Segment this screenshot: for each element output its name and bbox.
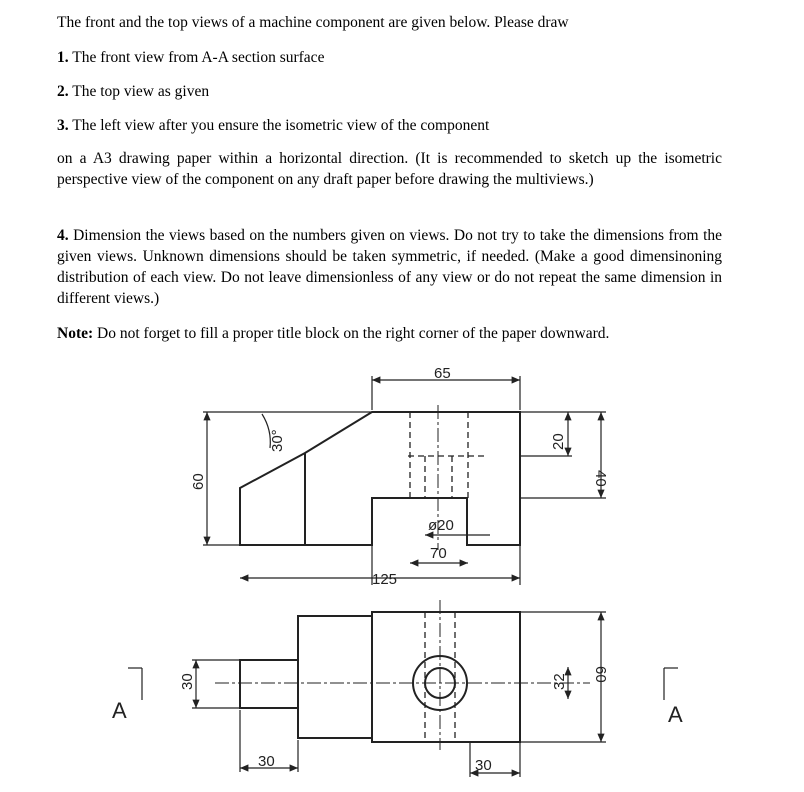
dim-slot-width: 70: [430, 545, 447, 562]
front-view-dim-labels: [190, 365, 609, 588]
front-view-dimensions: [203, 376, 606, 585]
top-view-outline: [240, 612, 520, 742]
dim-left-height: 60: [190, 473, 207, 490]
dim-left-width: 30: [258, 753, 275, 770]
dim-hole-dia: ø20: [428, 517, 454, 534]
note-body: Do not forget to fill a proper title block on the right corner of the paper downward.: [93, 325, 610, 342]
front-view: [240, 405, 520, 550]
top-view-dimensions: [128, 612, 678, 777]
dim-angle: 30°: [269, 429, 286, 452]
intro-text: The front and the top views of a machine component are given below. Please draw: [57, 14, 569, 31]
item-text: The front view from A-A section surface: [68, 49, 325, 66]
dim-overall-width: 60: [592, 666, 609, 683]
hidden-lines: [408, 412, 485, 498]
top-view-center-lines: [215, 600, 590, 750]
section-label-left: A: [112, 698, 127, 723]
dim-tab-width: 30: [179, 673, 196, 690]
dim-overall-length: 125: [372, 571, 398, 588]
item-text: The left view after you ensure the isometric view of the component: [68, 117, 490, 134]
item-number: 4.: [57, 227, 69, 244]
top-view: [240, 612, 520, 742]
top-view-dim-labels: [112, 666, 683, 774]
section-label-right: A: [668, 702, 683, 727]
dim-right-top: 20: [550, 433, 567, 450]
dim-overall-top: 65: [434, 365, 451, 382]
item-text: Dimension the views based on the numbers given on views. Do not try to take the dimensions from the given views. Unknown dimensions should be taken symmetric, if needed. (Make a good dimensinoning distribution of each view. Do not leave dimensionless of any view or do not repeat the same dimension in different views.): [57, 227, 722, 307]
item-text: The top view as given: [68, 83, 210, 100]
item-number: 3.: [57, 117, 69, 134]
item-number: 2.: [57, 83, 69, 100]
dim-right-width: 30: [475, 757, 492, 774]
dim-bore: 32: [551, 673, 568, 690]
instruction-paragraph: on a A3 drawing paper within a horizontal direction. (It is recommended to sketch up the isometric perspective view of the component on any draft paper before drawing the multiviews.): [57, 150, 722, 188]
dim-right-height: 40: [592, 470, 609, 487]
item-number: 1.: [57, 49, 69, 66]
note-label: Note:: [57, 325, 94, 342]
